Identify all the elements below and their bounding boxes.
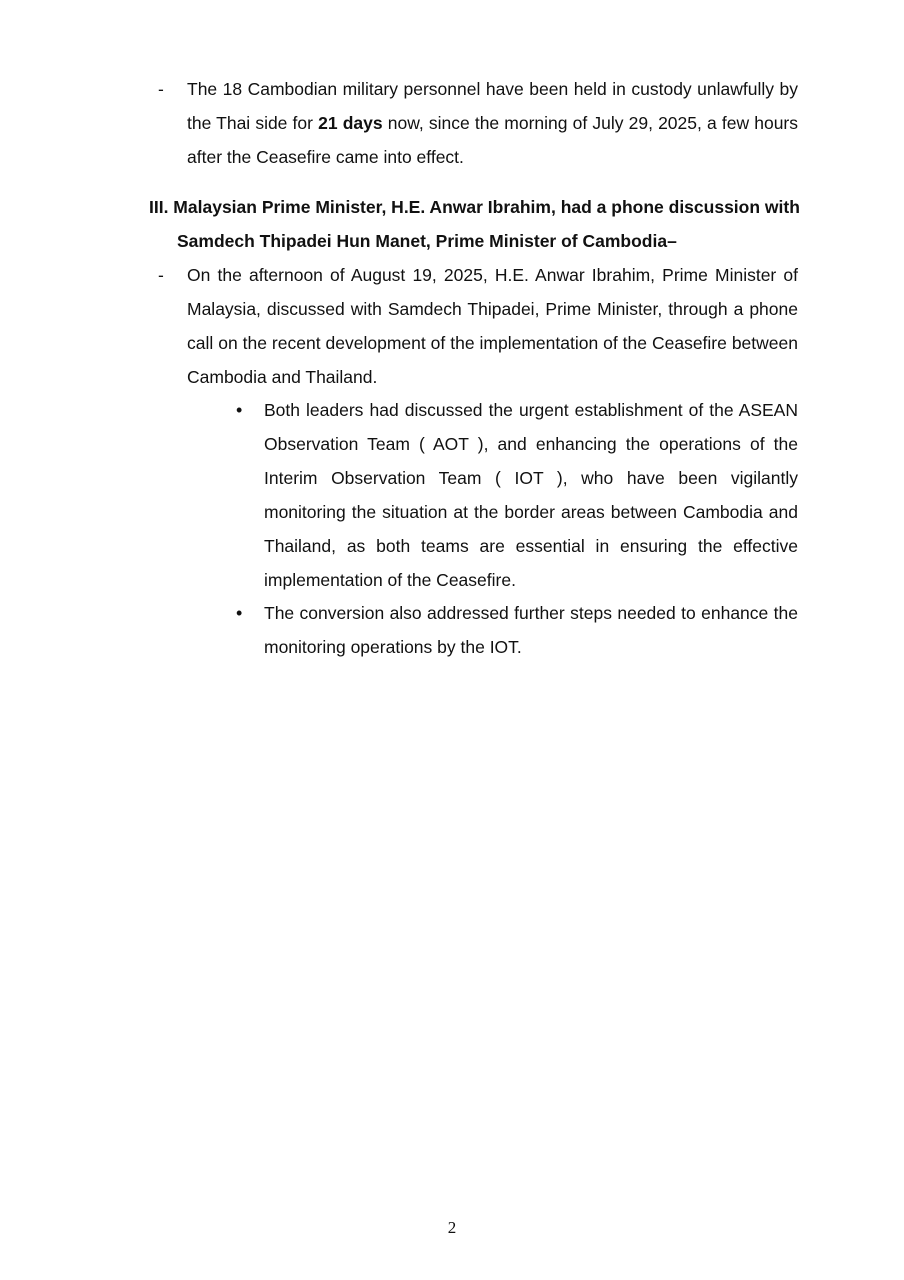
page-number: 2 [447, 1218, 457, 1237]
custody-text-before: The 18 Cambodian military personnel have been held in custody unlawfully by the Thai side for [187, 79, 798, 133]
section-iii-heading-line1: III. Malaysian Prime Minister, H.E. Anwar Ibrahim, had a phone discussion with [149, 197, 800, 217]
list-dash: - [158, 265, 164, 285]
custody-paragraph [187, 72, 798, 174]
bullet-icon: • [236, 400, 243, 420]
custody-days-bold: 21 days [318, 113, 383, 133]
bullet-text: The conversion also addressed further steps needed to enhance the monitoring operations by the IOT. [264, 603, 798, 657]
section-iii-heading-line2: Samdech Thipadei Hun Manet, Prime Minister of Cambodia– [177, 231, 677, 251]
list-dash: - [158, 79, 164, 99]
phone-call-paragraph: On the afternoon of August 19, 2025, H.E. Anwar Ibrahim, Prime Minister of Malaysia, discussed with Samdech Thipadei, Prime Minister, through a phone call on the recent development of the implementation of the Ceasefire between Cambodia and Thailand. [187, 265, 798, 387]
bullet-icon: • [236, 603, 243, 623]
custody-text-after: now, since the morning of July 29, 2025, a few hours after the Ceasefire came into effect. [187, 113, 799, 167]
section-iii-heading [149, 190, 809, 258]
bullet-text: Both leaders had discussed the urgent establishment of the ASEAN Observation Team ( AOT ), and enhancing the operations of the Interim Observation Team ( IOT ), who have been vigilantly monitoring the situation at the border areas between Cambodia and Thailand, as both teams are essential in ensuring the effective implementation of the Ceasefire. [264, 400, 798, 590]
